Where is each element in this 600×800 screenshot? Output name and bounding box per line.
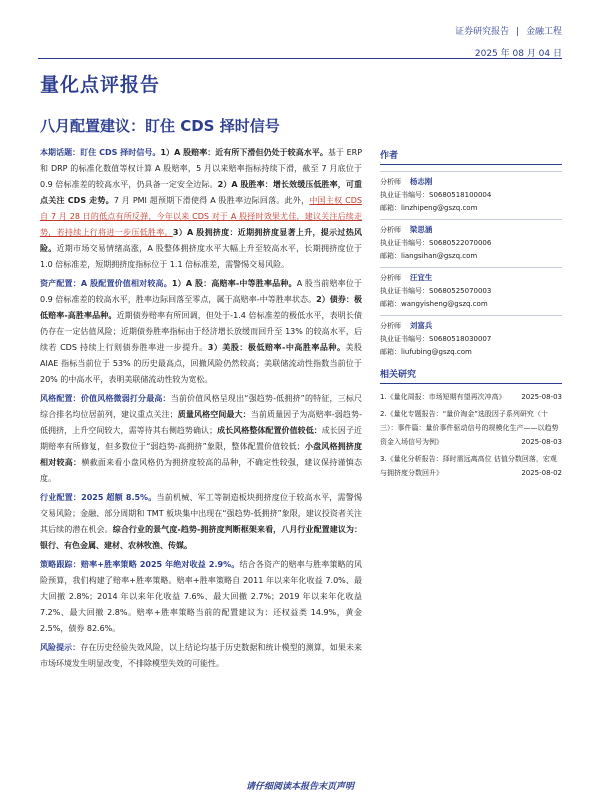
related-heading: 相关研究 (380, 367, 562, 384)
analyst-name: 刘富兵 (409, 321, 433, 330)
analyst-card: 分析师 汪宜生 执业证书编号：S0680525070003 邮箱：wangyisheng@gszq.com (380, 267, 562, 311)
analyst-cert: 执业证书编号：S0680525070003 (380, 287, 492, 295)
analyst-card: 分析师 杨志刚 执业证书编号：S0680518100004 邮箱：linzhipeng@gszq.com (380, 171, 562, 215)
analyst-email[interactable]: 邮箱：liufubing@gszq.com (380, 348, 472, 356)
analyst-card: 分析师 刘富兵 执业证书编号：S0680518030007 邮箱：liufubing@gszq.com (380, 315, 562, 359)
paragraph-asset-allocation: 资产配置：A 股配置价值相对较高。1）A 股：高赔率-中等胜率品种。A 股当前赔率位于 0.9 倍标准差的较高水平，胜率边际回落至零点，属于高赔率-中等胜率状态。2）债券：极低赔率-高胜率品种。近期债券赔率有所回调，但处于-1.4 倍标准差的极低水平，表明长债仍存在一定估值风险；近期债券胜率指标由于经济增长放缓而回升至 13% 的较高水平，后续若 CDS 持续上行则债券胜率进一步提升。3）美股：极低赔率-中高胜率品种。美股 AIAE 指标当前位于 53% 的历史最高点，回撤风险仍然较高；美联储流动性指数当前位于 20% 的中高水平，表明美联储流动性较为宽松。 (40, 279, 363, 384)
analyst-cert: 执业证书编号：S0680518030007 (380, 335, 492, 343)
report-subcategory: 金融工程 (525, 27, 562, 37)
related-item[interactable]: 3.《量化分析报告：择时需远离高位 估值分数回落，宏观与拥挤度分数回升》 2025-08-02 (380, 455, 562, 477)
related-research (380, 367, 562, 480)
analyst-name: 梁思涵 (409, 225, 433, 234)
main-content (40, 145, 362, 675)
paragraph-strategy-tracking: 策略跟踪：赔率+胜率策略 2025 年绝对收益 2.9%。结合各资产的赔率与胜率策略的风险预算，我们构建了赔率+胜率策略。赔率+胜率策略自 2011 年以来年化收益 7.0%、最大回撤 2.8%；2014 年以来年化收益 7.6%、最大回撤 2.7%；2019 年以来年化收益 7.2%、最大回撤 2.8%。赔率+胜率策略当前的配置建议为：还权益类 14.9%，黄金 2.5%，债券 82.6%。 (40, 560, 363, 633)
analyst-cert: 执业证书编号：S0680518100004 (380, 191, 492, 199)
analyst-card: 分析师 梁思涵 执业证书编号：S0680522070006 邮箱：liangsihan@gszq.com (380, 219, 562, 263)
analyst-name: 杨志刚 (409, 177, 433, 186)
analyst-name: 汪宜生 (409, 273, 433, 282)
report-category: 证券研究报告 (455, 27, 510, 37)
paragraph-style-allocation: 风格配置：价值风格微弱打分最高：当前价值风格呈现出“强趋势-低拥挤”的特征，三标尺综合排名均位居前列，建议重点关注；质量风格空间最大：当前质量因子为高赔率-弱趋势-低拥挤，上升空间较大，需等待其右侧趋势确认；成长风格整体配置价值较低：成长因子近期赔率有所修复，但多数位于“弱趋势-高拥挤”象限，整体配置价值较低；小盘风格拥挤度相对较高：横截面来看小盘风格仍为拥挤度较高的品种，不确定性较强，建议保持谨慎态度。 (40, 394, 363, 483)
analyst-email[interactable]: 邮箱：linzhipeng@gszq.com (380, 204, 478, 212)
authors-heading: 作者 (380, 148, 562, 165)
report-title: 量化点评报告 (40, 74, 161, 96)
paragraph-risk-warning: 风险提示：存在历史经验失效风险，以上结论均基于历史数据和统计模型的测算，如果未来市场环境发生明显改变，不排除模型失效的可能性。 (40, 643, 363, 668)
header-separator: | (516, 27, 520, 37)
paragraph-topic: 本期话题：盯住 CDS 择时信号。1）A 股赔率：近有所下滑但仍处于较高水平。基于 ERP 和 DRP 的标准化数值等权计算 A 股赔率，5 月以来赔率指标持续下滑，截至 7 月底位于 0.9 倍标准差的较高水平，仍具备一定安全边际。2）A 股胜率：增长效缓压低胜率，可重点关注 CDS 走势。7 月 PMI 超预期下滑使得 A 股胜率边际回落。此外，中国主权 CDS 自 7 月 28 日的低点有所反弹，今年以来 CDS 对于 A 股择时效果尤佳，建议关注后续走势，若持续上行将进一步压低胜率。3）A 股拥挤度：近期拥挤度显著上升，提示过热风险。近期市场交易情绪高涨，A 股整体拥挤度水平大幅上升至较高水平，长期拥挤度位于 1.0 倍标准差，短期拥挤度指标位于 1.1 倍标准差，需警惕交易风险。 (40, 148, 363, 269)
sidebar (380, 148, 562, 483)
header-rule (38, 58, 562, 59)
analyst-cert: 执业证书编号：S0680522070006 (380, 239, 492, 247)
report-header (451, 24, 562, 59)
footer-disclaimer: 请仔细阅读本报告末页声明 (245, 782, 354, 792)
related-item[interactable]: 2.《量化专题报告：“量价淘金”选股因子系列研究（十三）：事件篇：量价事件驱动信号的规模化生产——以趋势资金入场信号为例》 2025-08-03 (380, 410, 562, 446)
analyst-email[interactable]: 邮箱：liangsihan@gszq.com (380, 252, 478, 260)
analyst-email[interactable]: 邮箱：wangyisheng@gszq.com (380, 300, 488, 308)
related-item[interactable]: 1.《量化周报：市场短期有望再次冲高》 2025-08-03 (380, 393, 562, 401)
paragraph-industry-allocation: 行业配置：2025 超额 8.5%。当前机械、军工等制造板块拥挤度位于较高水平，需警惕交易风险；金融、部分周期和 TMT 板块集中出现在“强趋势-低拥挤”象限，建议投资者关注其后续的潜在机会。综合行业的景气度-趋势-拥挤度判断框架来看，八月行业配置建议为：银行、有色金属、建材、农林牧渔、传媒。 (40, 493, 363, 550)
report-date: 2025 年 08 月 04 日 (474, 49, 562, 59)
report-subtitle: 八月配置建议：盯住 CDS 择时信号 (40, 117, 280, 135)
